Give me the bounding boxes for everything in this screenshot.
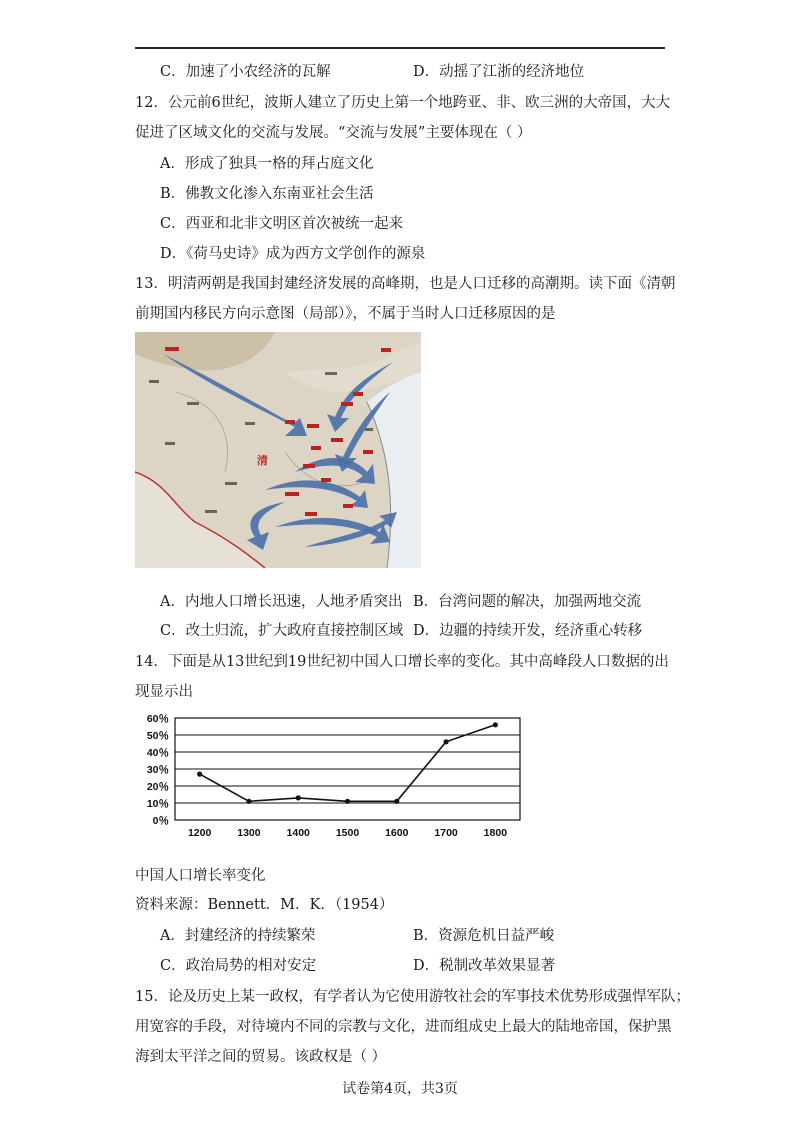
map-label-qing: 清 <box>257 454 268 467</box>
chart-source: 资料来源：Bennett．M．K．（1954） <box>135 897 394 913</box>
page-footer: 试卷第4页，共3页 <box>342 1081 458 1097</box>
y-tick-label: 10％ <box>146 798 169 810</box>
q14-option-d[interactable]: D．税制改革效果显著 <box>413 958 556 974</box>
population-growth-chart <box>135 710 535 845</box>
q13-option-c[interactable]: C．改土归流，扩大政府直接控制区域 <box>160 623 404 639</box>
q11-option-c[interactable]: C．加速了小农经济的瓦解 <box>160 64 331 80</box>
x-tick-label: 1400 <box>286 827 310 839</box>
q12-option-a[interactable]: A．形成了独具一格的拜占庭文化 <box>160 156 374 172</box>
q12-stem-line1: 12．公元前6世纪，波斯人建立了历史上第一个地跨亚、非、欧三洲的大帝国，大大 <box>135 95 671 111</box>
q11-option-d[interactable]: D．动摇了江浙的经济地位 <box>413 64 585 80</box>
x-tick-label: 1200 <box>187 827 212 839</box>
q13-stem-line2: 前期国内移民方向示意图（局部）》，不属于当时人口迁移原因的是 <box>135 306 556 322</box>
data-point <box>246 799 251 804</box>
y-tick-label: 0％ <box>152 815 169 827</box>
y-tick-label: 50％ <box>146 730 169 742</box>
q14-option-b[interactable]: B．资源危机日益严峻 <box>413 928 555 944</box>
data-point <box>296 795 301 800</box>
q15-stem-line3: 海到太平洋之间的贸易。该政权是（ ） <box>135 1049 387 1065</box>
q12-option-d[interactable]: D．《荷马史诗》成为西方文学创作的源泉 <box>160 246 426 262</box>
q14-stem-line1: 14．下面是从13世纪到19世纪初中国人口增长率的变化。其中高峰段人口数据的出 <box>135 654 669 670</box>
q15-stem-line1: 15．论及历史上某一政权，有学者认为它使用游牧社会的军事技术优势形成强悍军队； <box>135 989 690 1005</box>
x-tick-label: 1300 <box>237 827 261 839</box>
y-tick-label: 20％ <box>146 781 169 793</box>
qing-migration-map <box>135 332 421 568</box>
y-tick-label: 60％ <box>146 713 169 725</box>
series-line <box>200 725 496 802</box>
q12-option-b[interactable]: B．佛教文化渗入东南亚社会生活 <box>160 186 374 202</box>
q12-option-c[interactable]: C．西亚和北非文明区首次被统一起来 <box>160 216 404 232</box>
top-rule <box>135 47 665 49</box>
data-point <box>493 722 498 727</box>
q14-stem-line2: 现显示出 <box>135 684 193 700</box>
q15-stem-line2: 用宽容的手段，对待境内不同的宗教与文化，进而组成史上最大的陆地帝国，保护黑 <box>135 1019 672 1035</box>
q13-option-d[interactable]: D．边疆的持续开发，经济重心转移 <box>413 623 643 639</box>
chart-caption: 中国人口增长率变化 <box>135 868 266 884</box>
data-point <box>345 799 350 804</box>
y-tick-label: 30％ <box>146 764 169 776</box>
y-tick-label: 40％ <box>146 747 169 759</box>
x-tick-label: 1700 <box>434 827 458 839</box>
q13-option-a[interactable]: A．内地人口增长迅速，人地矛盾突出 <box>160 594 403 610</box>
q13-stem-line1: 13．明清两朝是我国封建经济发展的高峰期，也是人口迁移的高潮期。读下面《清朝 <box>135 276 676 292</box>
q13-option-b[interactable]: B．台湾问题的解决，加强两地交流 <box>413 594 642 610</box>
x-tick-label: 1500 <box>335 827 360 839</box>
q14-option-a[interactable]: A．封建经济的持续繁荣 <box>160 928 316 944</box>
q12-stem-line2: 促进了区域文化的交流与发展。“交流与发展”主要体现在（ ） <box>135 125 532 141</box>
data-point <box>197 772 202 777</box>
x-tick-label: 1600 <box>385 827 409 839</box>
q14-option-c[interactable]: C．政治局势的相对安定 <box>160 958 317 974</box>
chart-svg <box>135 710 535 845</box>
data-point <box>443 739 448 744</box>
data-point <box>394 799 399 804</box>
x-tick-label: 1800 <box>483 827 508 839</box>
